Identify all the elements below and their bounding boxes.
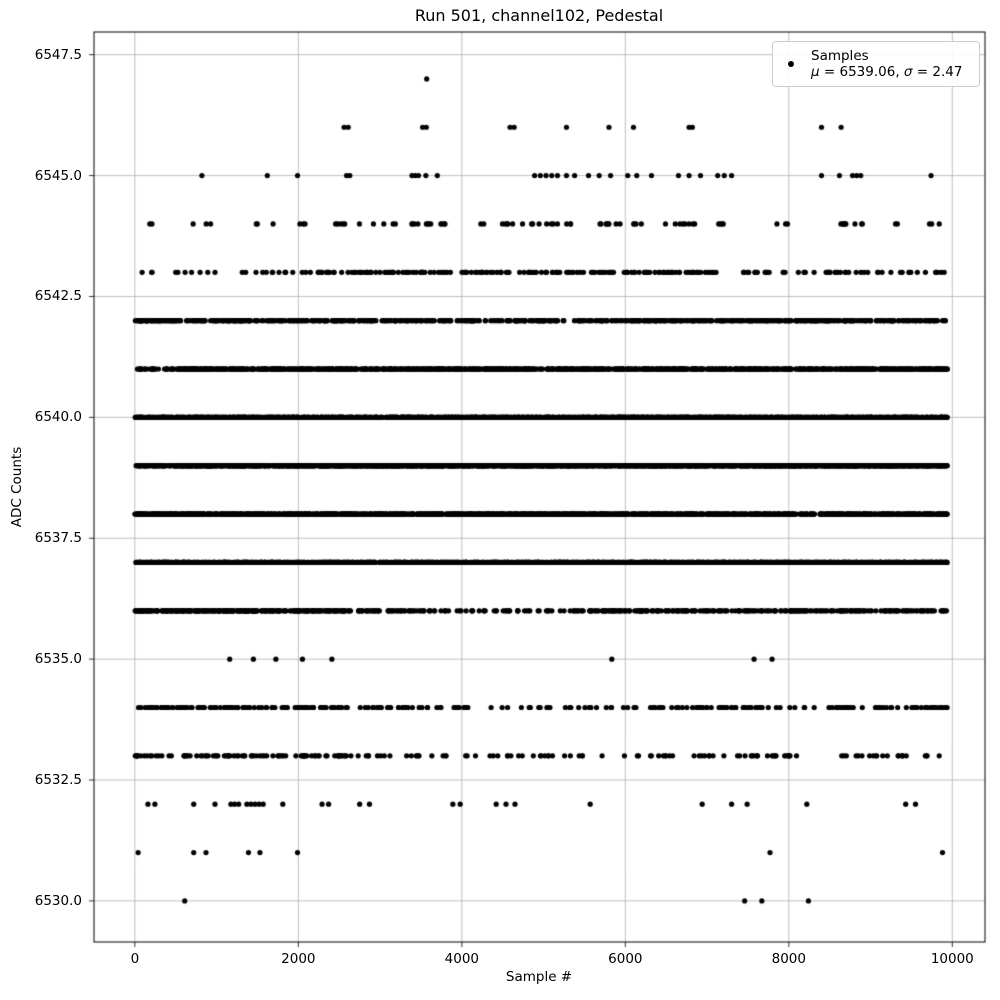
legend-sample-marker-icon xyxy=(788,61,794,67)
y-tick-label: 6540.0 xyxy=(34,409,82,426)
y-tick-label: 6535.0 xyxy=(34,651,82,668)
y-tick-label: 6532.5 xyxy=(34,772,82,789)
x-tick-label: 0 xyxy=(130,951,140,967)
x-tick-label: 8000 xyxy=(771,951,806,967)
legend-sigma-symbol: σ xyxy=(903,64,913,80)
legend-mu-value: = 6539.06, xyxy=(819,64,904,80)
y-tick-label: 6542.5 xyxy=(34,288,82,305)
y-axis-label: ADC Counts xyxy=(9,446,25,528)
legend-sigma-value: = 2.47 xyxy=(912,64,963,80)
y-tick-label: 6537.5 xyxy=(34,530,82,547)
x-axis-label: Sample # xyxy=(505,969,573,985)
legend xyxy=(772,41,980,87)
x-tick-label: 6000 xyxy=(608,951,643,967)
legend-series-label: Samples xyxy=(811,48,869,64)
x-tick-label: 2000 xyxy=(281,951,316,967)
x-tick-label: 4000 xyxy=(444,951,480,967)
y-tick-label: 6545.0 xyxy=(34,167,82,184)
legend-mu-symbol: μ xyxy=(811,64,820,80)
legend-text xyxy=(811,48,962,80)
y-tick-label: 6530.0 xyxy=(34,892,82,909)
plot-title: Run 501, channel102, Pedestal xyxy=(414,6,664,25)
x-tick-label: 10000 xyxy=(930,951,974,967)
legend-stats xyxy=(811,64,962,80)
y-tick-label: 6547.5 xyxy=(34,46,82,63)
